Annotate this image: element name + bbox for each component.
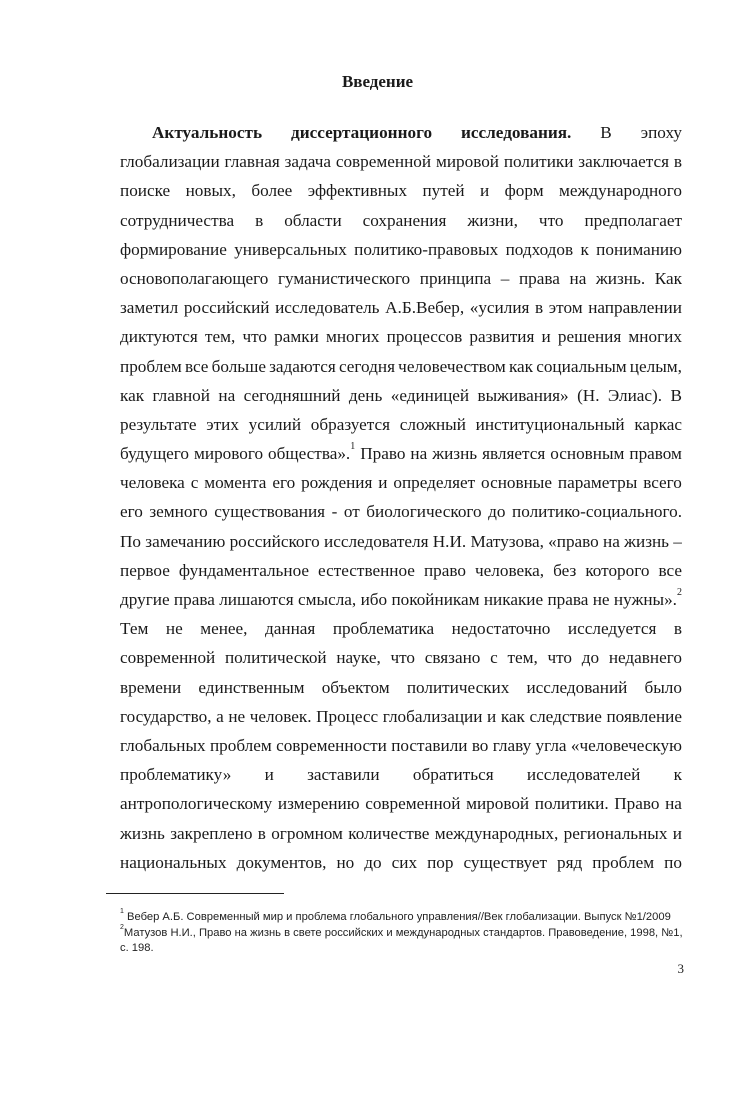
word: угла	[535, 735, 567, 755]
word: современной	[335, 152, 432, 172]
word: что	[390, 648, 416, 668]
word: человека	[120, 473, 185, 493]
word: задача	[284, 152, 331, 172]
word: покойникам	[391, 590, 480, 609]
word: результате	[120, 414, 197, 434]
word: было	[644, 677, 682, 697]
word: человека,	[475, 560, 545, 580]
word: связано	[424, 648, 481, 668]
word: жизнь	[432, 444, 478, 464]
word: на	[603, 531, 620, 551]
word: этих	[206, 414, 239, 434]
word: без	[553, 560, 577, 580]
word: эффективных	[307, 181, 408, 201]
word: А.Б.Вебер,	[385, 298, 465, 318]
word: науке,	[336, 648, 381, 668]
text-line	[120, 235, 682, 264]
word: является	[482, 444, 546, 464]
word: –	[673, 531, 682, 551]
word: как	[508, 356, 534, 376]
word: обратиться	[412, 765, 494, 785]
word: Процесс	[316, 706, 379, 726]
word: все	[658, 560, 682, 580]
word: региональных	[563, 823, 668, 843]
word: Элиас).	[607, 385, 663, 405]
text-line	[120, 848, 682, 877]
text-line	[120, 176, 682, 205]
word: и	[487, 706, 497, 726]
word: предполагает	[584, 210, 682, 230]
word: Матузова,	[470, 531, 544, 551]
word: заметил	[120, 298, 179, 318]
word: первое	[120, 560, 170, 580]
word: в	[673, 152, 682, 172]
word: момента	[204, 473, 267, 493]
word: «единицей	[390, 385, 470, 405]
word: а	[216, 706, 224, 726]
word: ряд	[557, 852, 583, 872]
word: появление	[606, 706, 682, 726]
word: с	[190, 473, 199, 493]
word: выживания»	[477, 385, 569, 405]
word: и	[480, 181, 490, 201]
word: Актуальность	[152, 123, 263, 142]
word: существования	[214, 502, 326, 522]
word: все	[184, 356, 209, 376]
text-line	[120, 293, 682, 322]
word: «усилия	[469, 298, 530, 318]
word: исследователей	[526, 765, 641, 785]
word: жизнь	[624, 531, 670, 551]
word: по	[664, 852, 682, 872]
word: глобализации	[120, 152, 220, 172]
word: российский	[183, 298, 270, 318]
word: современной	[120, 648, 216, 668]
text-line	[120, 147, 682, 176]
word: времени	[120, 677, 182, 697]
text-line	[120, 322, 682, 351]
word: пониманию	[596, 239, 682, 259]
word: как	[120, 385, 145, 405]
footnote-text: Вебер А.Б. Современный мир и проблема глобального управления//Век глобализации. Выпуск №1/2009	[123, 911, 671, 923]
word: до	[488, 502, 506, 522]
word: основным	[550, 444, 625, 464]
word: форм	[504, 181, 544, 201]
word: право	[423, 560, 466, 580]
word: и	[264, 765, 274, 785]
footnote-mark: 2	[120, 923, 124, 931]
word: подходов	[505, 239, 574, 259]
word: основные	[481, 473, 552, 493]
word: направлении	[588, 298, 682, 318]
text-line	[120, 527, 682, 556]
word: будущего	[120, 444, 190, 464]
word: этом	[548, 298, 583, 318]
word: формирование	[120, 239, 227, 259]
word: лишаются	[219, 590, 294, 609]
word: и	[378, 473, 388, 493]
word: в	[673, 619, 682, 639]
word: сотрудничества	[120, 210, 235, 230]
word: и	[672, 823, 682, 843]
word: исследуется	[567, 619, 657, 639]
introduction-paragraph	[120, 118, 682, 877]
word: огромном	[271, 823, 343, 843]
word: области	[284, 210, 342, 230]
word: смысла,	[298, 590, 357, 609]
word: в	[535, 298, 544, 318]
text-line	[120, 673, 682, 702]
word: тем,	[204, 327, 236, 347]
word: проблем	[209, 735, 272, 755]
text-line	[120, 206, 682, 235]
word: главная	[224, 152, 280, 172]
word: естественное	[318, 560, 415, 580]
word: жизнь	[120, 823, 165, 843]
text-line	[120, 352, 682, 381]
word: мирового	[194, 444, 264, 464]
word: политики.	[534, 794, 609, 814]
word: закреплено	[170, 823, 253, 843]
word: земного	[149, 502, 208, 522]
text-line	[120, 702, 682, 731]
word: не	[228, 706, 246, 726]
word: -	[331, 502, 338, 522]
word: «право	[548, 531, 599, 551]
word: во	[471, 735, 489, 755]
word: многих	[325, 327, 380, 347]
word: многих	[628, 327, 682, 347]
word: единственным	[198, 677, 305, 697]
footnote-2	[120, 923, 690, 957]
text-line	[120, 381, 682, 410]
word: в	[257, 823, 266, 843]
word: больше	[211, 356, 266, 376]
word: другие	[120, 590, 170, 609]
word: сих	[391, 852, 418, 872]
word: глобальных	[120, 735, 206, 755]
word: существует	[463, 852, 547, 872]
word: исследователя	[324, 531, 429, 551]
page-number: 3	[677, 961, 684, 976]
text-line	[120, 819, 682, 848]
word: на	[569, 268, 587, 288]
word: главной	[152, 385, 210, 405]
word: политико-социального.	[512, 502, 682, 522]
word: заключается	[578, 152, 669, 172]
word: его	[120, 502, 143, 522]
word: политических	[406, 677, 510, 697]
word: В	[670, 385, 682, 405]
word: жизнь.	[595, 268, 646, 288]
word: на	[218, 385, 236, 405]
word: проблематика	[332, 619, 435, 639]
word: исследователь	[275, 298, 380, 318]
text-line	[120, 410, 682, 439]
word: до	[364, 852, 382, 872]
word: международных,	[434, 823, 559, 843]
word: эпоху	[640, 123, 682, 142]
word: недавнего	[608, 648, 682, 668]
word: задаются	[269, 356, 336, 376]
word: «человеческую	[570, 735, 682, 755]
word: исследования.	[461, 123, 572, 142]
word: данная	[265, 619, 316, 639]
word: права	[173, 590, 215, 609]
word: день	[348, 385, 383, 405]
word: замечанию	[145, 531, 226, 551]
word: По	[120, 531, 142, 551]
word: определяет	[393, 473, 476, 493]
word: –	[500, 268, 510, 288]
text-line	[120, 264, 682, 293]
word: что	[538, 210, 564, 230]
word: политической	[224, 648, 327, 668]
word: российского	[229, 531, 320, 551]
word: политико-правовых	[354, 239, 499, 259]
word: мировой	[435, 152, 499, 172]
word: целым,	[629, 356, 682, 376]
word: измерению	[277, 794, 360, 814]
word: процессов	[386, 327, 463, 347]
word: объектом	[321, 677, 390, 697]
word: от	[343, 502, 360, 522]
word: жизни,	[467, 210, 518, 230]
word: исследований	[526, 677, 628, 697]
word: что	[547, 648, 573, 668]
footnote-separator	[106, 893, 284, 894]
footnotes	[120, 910, 690, 957]
word: не	[165, 619, 183, 639]
word: В	[600, 123, 612, 142]
word: мировой	[466, 794, 530, 814]
word: до	[581, 648, 600, 668]
word: нужны».$^2$	[613, 587, 682, 609]
word: поставили	[391, 735, 468, 755]
footnote-text: Матузов Н.И., Право на жизнь в свете российских и международных стандартов. Правоведение, 1998, №1, с. 198.	[120, 926, 683, 954]
word: проблем	[592, 852, 655, 872]
word: к	[580, 239, 589, 259]
word: проблематику»	[120, 765, 232, 785]
word: человечеством	[398, 356, 506, 376]
word: новых,	[185, 181, 236, 201]
word: человек.	[249, 706, 312, 726]
word: общества».$^1$	[268, 441, 356, 464]
word: путей	[422, 181, 465, 201]
word: сегодняшний	[243, 385, 341, 405]
word: параметры	[557, 473, 638, 493]
word: биологического	[366, 502, 482, 522]
word: более	[251, 181, 293, 201]
word: права	[518, 268, 560, 288]
word: решения	[557, 327, 622, 347]
word: усилий	[248, 414, 302, 434]
word: (Н.	[577, 385, 600, 405]
word: не	[592, 590, 610, 609]
word: современности	[276, 735, 387, 755]
text-line	[120, 439, 682, 468]
word: государство,	[120, 706, 212, 726]
word: в	[255, 210, 264, 230]
word: менее,	[200, 619, 248, 639]
text-line	[120, 614, 682, 643]
word: которого	[585, 560, 650, 580]
word: правом	[629, 444, 682, 464]
word: основополагающего	[120, 268, 269, 288]
word: никакие	[483, 590, 544, 609]
word: ибо	[360, 590, 388, 609]
word: сегодня	[338, 356, 396, 376]
word: универсальных	[234, 239, 347, 259]
word: диссертационного	[291, 123, 433, 142]
word: поиске	[120, 181, 171, 201]
word: современной	[365, 794, 461, 814]
text-line	[120, 643, 682, 672]
word: пор	[427, 852, 454, 872]
word: права	[547, 590, 589, 609]
word: документов,	[236, 852, 327, 872]
word: сохранения	[362, 210, 447, 230]
word: развития	[469, 327, 535, 347]
word: следствие	[529, 706, 602, 726]
word: к	[673, 765, 682, 785]
word: социальным	[536, 356, 627, 376]
word: сложный	[399, 414, 466, 434]
footnote-mark: 1	[120, 908, 124, 916]
word: как	[500, 706, 525, 726]
word: Право	[360, 444, 406, 464]
text-line	[120, 760, 682, 789]
word: каркас	[634, 414, 682, 434]
word: и	[541, 327, 551, 347]
word: Н.И.	[432, 531, 467, 551]
text-line	[120, 556, 682, 585]
word: национальных	[120, 852, 227, 872]
word: рамки	[274, 327, 319, 347]
word: главу	[492, 735, 532, 755]
word: но	[336, 852, 355, 872]
text-line	[120, 497, 682, 526]
word: проблем	[120, 356, 182, 376]
word: глобализации	[382, 706, 483, 726]
word: гуманистического	[278, 268, 411, 288]
word: на	[410, 444, 428, 464]
word: антропологическому	[120, 794, 273, 814]
word: политики	[503, 152, 574, 172]
word: Как	[654, 268, 682, 288]
word: Тем	[120, 619, 149, 639]
word: фундаментальное	[178, 560, 310, 580]
word: диктуются	[120, 327, 198, 347]
word: институциональный	[475, 414, 625, 434]
footnote-reference: 2	[676, 587, 682, 599]
word: что	[242, 327, 267, 347]
word: образуется	[310, 414, 391, 434]
word: с	[490, 648, 498, 668]
word: количестве	[348, 823, 430, 843]
word: рождения	[301, 473, 373, 493]
footnote-reference: 1	[350, 441, 356, 453]
word: тем,	[507, 648, 538, 668]
word: международного	[559, 181, 682, 201]
word: Право	[614, 794, 660, 814]
word: его	[272, 473, 296, 493]
word: заставили	[307, 765, 380, 785]
section-heading: Введение	[341, 72, 414, 91]
word: принципа	[419, 268, 492, 288]
word: всего	[643, 473, 682, 493]
word: недостаточно	[451, 619, 551, 639]
text-line	[120, 468, 682, 497]
text-line	[120, 789, 682, 818]
footnote-1	[120, 910, 690, 926]
text-line	[120, 585, 682, 614]
text-line	[120, 731, 682, 760]
text-line	[120, 118, 682, 147]
word: на	[665, 794, 682, 814]
